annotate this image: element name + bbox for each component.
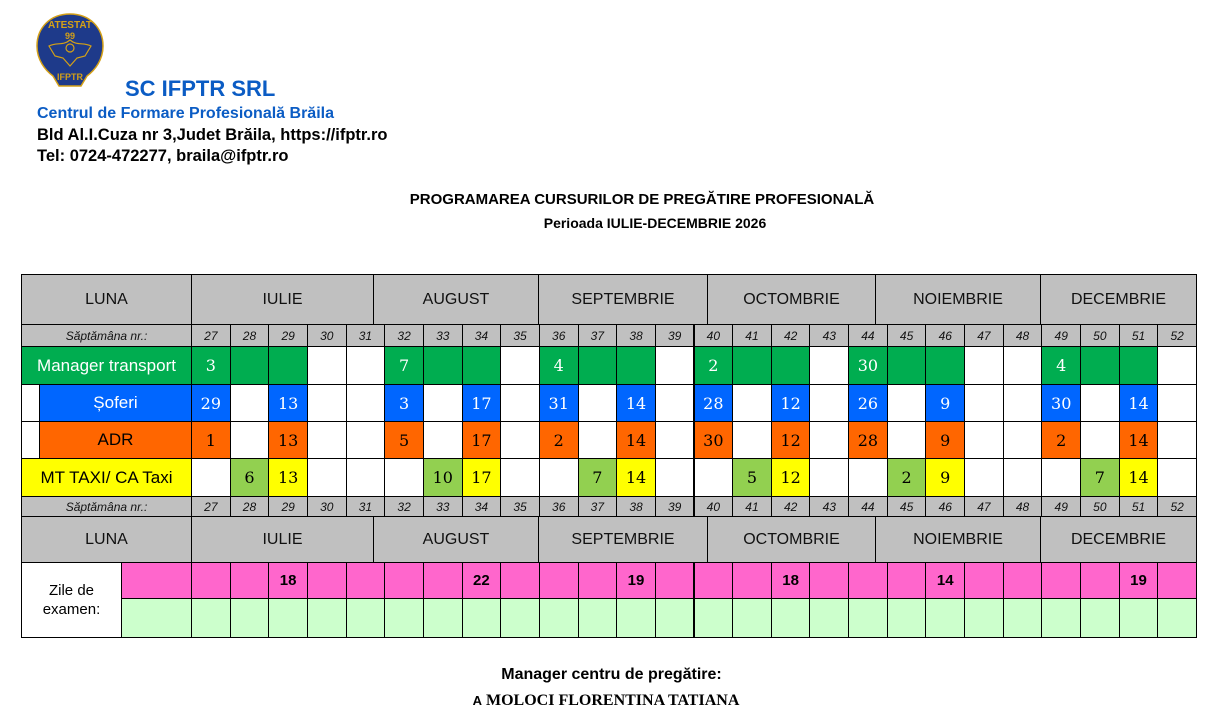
exam-cell-secondary xyxy=(887,598,927,638)
schedule-cell xyxy=(346,384,386,422)
schedule-cell xyxy=(1157,346,1197,385)
schedule-cell xyxy=(307,384,347,422)
month-header-decembrie: DECEMBRIE xyxy=(1040,274,1197,325)
month-header-august: AUGUST xyxy=(373,516,539,563)
schedule-cell xyxy=(462,346,502,385)
week-number: 43 xyxy=(809,496,849,517)
course-start-date: 14 xyxy=(616,421,656,459)
logo-bottom-text: IFPTR xyxy=(57,72,83,82)
exam-cell xyxy=(307,562,347,599)
schedule-cell xyxy=(1157,458,1197,497)
exam-cell-secondary xyxy=(694,598,734,638)
month-header-iulie: IULIE xyxy=(191,274,374,325)
exam-cell xyxy=(500,562,540,599)
week-number: 37 xyxy=(578,496,618,517)
schedule-cell xyxy=(809,458,849,497)
course-start-date: 17 xyxy=(462,458,502,497)
course-start-date: 14 xyxy=(1119,384,1159,422)
schedule-table xyxy=(21,274,1196,637)
week-number: 40 xyxy=(694,496,734,517)
course-start-date: 4 xyxy=(1041,346,1081,385)
schedule-cell xyxy=(423,346,463,385)
exam-cell xyxy=(655,562,695,599)
week-number: 46 xyxy=(925,324,965,347)
schedule-cell xyxy=(346,421,386,459)
course-start-date: 13 xyxy=(268,384,308,422)
exam-cell-secondary xyxy=(1041,598,1081,638)
month-header-decembrie: DECEMBRIE xyxy=(1040,516,1197,563)
course-start-date: 2 xyxy=(694,346,734,385)
exam-cell-secondary xyxy=(462,598,502,638)
course-start-date: 30 xyxy=(694,421,734,459)
exam-cell-secondary xyxy=(230,598,270,638)
schedule-cell xyxy=(307,421,347,459)
exam-date: 22 xyxy=(462,562,502,599)
schedule-cell xyxy=(384,458,424,497)
exam-cell-secondary xyxy=(732,598,772,638)
month-header-iulie: IULIE xyxy=(191,516,374,563)
schedule-cell xyxy=(1157,421,1197,459)
schedule-cell xyxy=(1041,458,1081,497)
week-number: 48 xyxy=(1003,496,1043,517)
month-header-august: AUGUST xyxy=(373,274,539,325)
course-label: Șoferi xyxy=(39,384,192,422)
week-number: 37 xyxy=(578,324,618,347)
week-number: 50 xyxy=(1080,496,1120,517)
exam-date: 18 xyxy=(771,562,811,599)
exam-cell-secondary xyxy=(121,598,192,638)
document-subtitle: Perioada IULIE-DECEMBRIE 2026 xyxy=(543,215,767,231)
schedule-cell xyxy=(771,346,811,385)
week-number: 45 xyxy=(887,496,927,517)
exam-cell xyxy=(384,562,424,599)
week-number: 49 xyxy=(1041,324,1081,347)
week-number: 29 xyxy=(268,496,308,517)
exam-cell xyxy=(578,562,618,599)
schedule-cell xyxy=(809,421,849,459)
center-name: Centrul de Formare Profesională Brăila xyxy=(37,105,334,122)
schedule-cell xyxy=(655,346,695,385)
schedule-cell xyxy=(809,384,849,422)
schedule-cell xyxy=(848,458,888,497)
schedule-cell xyxy=(887,384,927,422)
exam-cell-secondary xyxy=(539,598,579,638)
schedule-cell xyxy=(500,458,540,497)
course-start-date: 26 xyxy=(848,384,888,422)
exam-cell xyxy=(1003,562,1043,599)
course-start-date: 14 xyxy=(1119,458,1159,497)
week-number: 32 xyxy=(384,324,424,347)
course-start-date: 7 xyxy=(1080,458,1120,497)
week-number: 29 xyxy=(268,324,308,347)
schedule-cell xyxy=(732,421,772,459)
week-number: 38 xyxy=(616,324,656,347)
week-number: 36 xyxy=(539,324,579,347)
exam-cell-secondary xyxy=(384,598,424,638)
week-number: 39 xyxy=(655,496,695,517)
schedule-cell xyxy=(1119,346,1159,385)
course-start-date: 14 xyxy=(1119,421,1159,459)
week-number: 51 xyxy=(1119,496,1159,517)
eagle-emblem-icon xyxy=(35,12,105,88)
logo-number: 99 xyxy=(64,31,76,41)
exam-cell-secondary xyxy=(771,598,811,638)
course-start-date: 9 xyxy=(925,384,965,422)
exam-cell-secondary xyxy=(848,598,888,638)
week-number: 30 xyxy=(307,324,347,347)
schedule-cell xyxy=(694,458,734,497)
week-number: 42 xyxy=(771,324,811,347)
company-name: SC IFPTR SRL xyxy=(125,76,276,101)
course-start-date: 2 xyxy=(539,421,579,459)
exam-cell xyxy=(346,562,386,599)
month-label-header: LUNA xyxy=(21,516,192,563)
exam-cell-secondary xyxy=(925,598,965,638)
schedule-cell xyxy=(616,346,656,385)
schedule-cell xyxy=(423,421,463,459)
week-number: 27 xyxy=(191,496,231,517)
address: Bld Al.I.Cuza nr 3,Judet Brăila, https://ifptr.ro xyxy=(37,126,388,144)
schedule-cell xyxy=(887,346,927,385)
week-number: 35 xyxy=(500,324,540,347)
schedule-cell xyxy=(578,346,618,385)
schedule-cell xyxy=(809,346,849,385)
week-number: 35 xyxy=(500,496,540,517)
exam-cell-secondary xyxy=(307,598,347,638)
exam-cell-secondary xyxy=(346,598,386,638)
week-number: 38 xyxy=(616,496,656,517)
course-start-date: 7 xyxy=(578,458,618,497)
week-number: 30 xyxy=(307,496,347,517)
week-label: Săptămâna nr.: xyxy=(21,496,192,517)
course-start-date: 2 xyxy=(887,458,927,497)
exam-cell-secondary xyxy=(191,598,231,638)
exam-cell xyxy=(1157,562,1197,599)
course-start-date: 9 xyxy=(925,458,965,497)
month-header-noiembrie: NOIEMBRIE xyxy=(875,274,1041,325)
schedule-cell xyxy=(230,346,270,385)
logo-top-text: ATESTAT xyxy=(48,20,92,31)
exam-cell xyxy=(230,562,270,599)
week-number: 33 xyxy=(423,324,463,347)
schedule-cell xyxy=(230,384,270,422)
schedule-cell xyxy=(578,421,618,459)
course-start-date: 7 xyxy=(384,346,424,385)
course-start-date: 3 xyxy=(384,384,424,422)
exam-days-label: Zile de examen: xyxy=(21,562,122,638)
week-label: Săptămâna nr.: xyxy=(21,324,192,347)
exam-cell-secondary xyxy=(1080,598,1120,638)
course-start-date: 30 xyxy=(1041,384,1081,422)
week-number: 34 xyxy=(462,324,502,347)
schedule-cell xyxy=(500,384,540,422)
schedule-cell xyxy=(1003,384,1043,422)
course-start-date: 14 xyxy=(616,458,656,497)
month-header-septembrie: SEPTEMBRIE xyxy=(538,516,708,563)
course-start-date: 17 xyxy=(462,384,502,422)
manager-prefix: A xyxy=(472,693,482,708)
week-number: 31 xyxy=(346,324,386,347)
week-number: 40 xyxy=(694,324,734,347)
schedule-cell xyxy=(964,346,1004,385)
exam-cell xyxy=(848,562,888,599)
exam-date: 18 xyxy=(268,562,308,599)
week-number: 52 xyxy=(1157,496,1197,517)
schedule-cell xyxy=(1003,458,1043,497)
exam-date: 19 xyxy=(1119,562,1159,599)
course-start-date: 28 xyxy=(694,384,734,422)
week-number: 34 xyxy=(462,496,502,517)
course-start-date: 9 xyxy=(925,421,965,459)
schedule-cell xyxy=(655,384,695,422)
course-start-date: 29 xyxy=(191,384,231,422)
schedule-cell xyxy=(1003,421,1043,459)
exam-cell xyxy=(191,562,231,599)
course-start-date: 30 xyxy=(848,346,888,385)
week-number: 46 xyxy=(925,496,965,517)
week-number: 43 xyxy=(809,324,849,347)
course-start-date: 10 xyxy=(423,458,463,497)
course-start-date: 2 xyxy=(1041,421,1081,459)
schedule-cell xyxy=(925,346,965,385)
schedule-cell xyxy=(1080,346,1120,385)
course-label: MT TAXI/ CA Taxi xyxy=(21,458,192,497)
course-start-date: 28 xyxy=(848,421,888,459)
week-number: 47 xyxy=(964,324,1004,347)
exam-cell xyxy=(732,562,772,599)
schedule-cell xyxy=(732,384,772,422)
course-start-date: 1 xyxy=(191,421,231,459)
manager-name xyxy=(0,692,1212,710)
exam-cell xyxy=(887,562,927,599)
course-start-date: 12 xyxy=(771,384,811,422)
course-start-date: 3 xyxy=(191,346,231,385)
week-number: 27 xyxy=(191,324,231,347)
exam-cell-secondary xyxy=(809,598,849,638)
week-number: 41 xyxy=(732,324,772,347)
exam-cell xyxy=(539,562,579,599)
schedule-cell xyxy=(655,421,695,459)
week-number: 28 xyxy=(230,496,270,517)
schedule-cell xyxy=(732,346,772,385)
week-number: 52 xyxy=(1157,324,1197,347)
exam-cell xyxy=(1080,562,1120,599)
schedule-cell xyxy=(307,346,347,385)
exam-cell xyxy=(423,562,463,599)
month-header-octombrie: OCTOMBRIE xyxy=(707,516,876,563)
schedule-cell xyxy=(191,458,231,497)
course-start-date: 12 xyxy=(771,421,811,459)
exam-cell-secondary xyxy=(964,598,1004,638)
schedule-cell xyxy=(887,421,927,459)
month-label-header: LUNA xyxy=(21,274,192,325)
course-start-date: 6 xyxy=(230,458,270,497)
week-number: 31 xyxy=(346,496,386,517)
exam-cell-secondary xyxy=(578,598,618,638)
schedule-cell xyxy=(307,458,347,497)
schedule-cell xyxy=(578,384,618,422)
contact: Tel: 0724-472277, braila@ifptr.ro xyxy=(37,147,289,165)
course-start-date: 14 xyxy=(616,384,656,422)
week-number: 47 xyxy=(964,496,1004,517)
course-start-date: 31 xyxy=(539,384,579,422)
week-number: 49 xyxy=(1041,496,1081,517)
week-number: 39 xyxy=(655,324,695,347)
document-title: PROGRAMAREA CURSURILOR DE PREGĂTIRE PROFESIONALĂ xyxy=(409,191,875,208)
schedule-cell xyxy=(268,346,308,385)
schedule-cell xyxy=(1080,421,1120,459)
course-start-date: 5 xyxy=(384,421,424,459)
month-header-septembrie: SEPTEMBRIE xyxy=(538,274,708,325)
schedule-cell xyxy=(964,458,1004,497)
course-start-date: 17 xyxy=(462,421,502,459)
schedule-cell xyxy=(423,384,463,422)
exam-cell xyxy=(964,562,1004,599)
schedule-cell xyxy=(1157,384,1197,422)
exam-cell-secondary xyxy=(500,598,540,638)
schedule-cell xyxy=(655,458,695,497)
course-label: ADR xyxy=(39,421,192,459)
exam-cell xyxy=(121,562,192,599)
exam-cell xyxy=(1041,562,1081,599)
schedule-cell xyxy=(230,421,270,459)
exam-cell xyxy=(809,562,849,599)
schedule-cell xyxy=(346,346,386,385)
week-number: 36 xyxy=(539,496,579,517)
exam-cell xyxy=(694,562,734,599)
row-indent-cell xyxy=(21,384,40,422)
exam-cell-secondary xyxy=(1157,598,1197,638)
exam-cell-secondary xyxy=(423,598,463,638)
week-number: 44 xyxy=(848,324,888,347)
schedule-cell xyxy=(539,458,579,497)
row-indent-cell xyxy=(21,421,40,459)
schedule-cell xyxy=(964,421,1004,459)
exam-cell-secondary xyxy=(616,598,656,638)
exam-date: 19 xyxy=(616,562,656,599)
course-start-date: 5 xyxy=(732,458,772,497)
week-number: 42 xyxy=(771,496,811,517)
week-number: 51 xyxy=(1119,324,1159,347)
schedule-cell xyxy=(1003,346,1043,385)
exam-cell-secondary xyxy=(655,598,695,638)
schedule-cell xyxy=(964,384,1004,422)
course-start-date: 13 xyxy=(268,421,308,459)
schedule-cell xyxy=(346,458,386,497)
month-header-noiembrie: NOIEMBRIE xyxy=(875,516,1041,563)
exam-cell-secondary xyxy=(1119,598,1159,638)
week-number: 48 xyxy=(1003,324,1043,347)
week-number: 44 xyxy=(848,496,888,517)
exam-cell-secondary xyxy=(1003,598,1043,638)
manager-name-text: MOLOCI FLORENTINA TATIANA xyxy=(486,692,740,709)
week-number: 50 xyxy=(1080,324,1120,347)
week-number: 41 xyxy=(732,496,772,517)
week-number: 45 xyxy=(887,324,927,347)
week-number: 32 xyxy=(384,496,424,517)
exam-cell-secondary xyxy=(268,598,308,638)
exam-date: 14 xyxy=(925,562,965,599)
week-number: 28 xyxy=(230,324,270,347)
course-start-date: 13 xyxy=(268,458,308,497)
schedule-cell xyxy=(500,421,540,459)
schedule-cell xyxy=(500,346,540,385)
manager-role: Manager centru de pregătire: xyxy=(501,666,722,683)
week-number: 33 xyxy=(423,496,463,517)
course-label: Manager transport xyxy=(21,346,192,385)
schedule-cell xyxy=(1080,384,1120,422)
month-header-octombrie: OCTOMBRIE xyxy=(707,274,876,325)
course-start-date: 12 xyxy=(771,458,811,497)
course-start-date: 4 xyxy=(539,346,579,385)
